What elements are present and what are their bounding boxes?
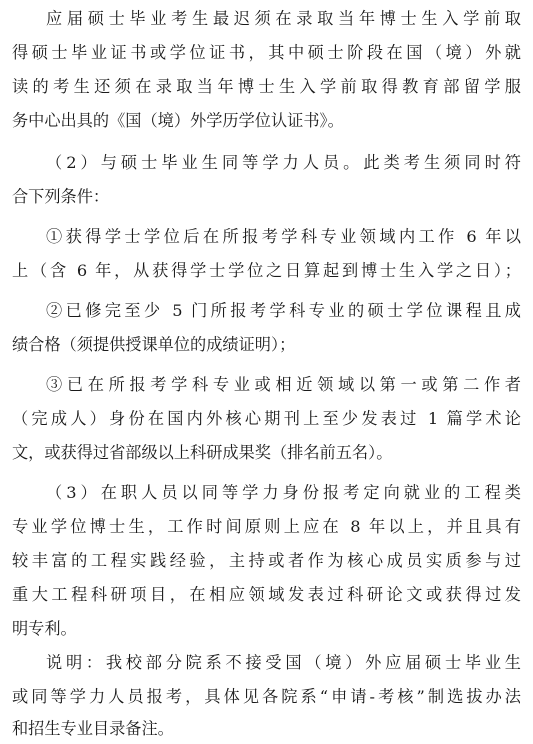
text-line: 读的考生还须在录取当年博士生入学前取得教育部留学服	[12, 77, 521, 96]
text-line: 应届硕士毕业考生最迟须在录取当年博士生入学前取	[46, 9, 521, 28]
text-line: 专业学位博士生，工作时间原则上应在 8 年以上，并且具有	[12, 517, 521, 536]
text-line: 说明：我校部分院系不接受国（境）外应届硕士毕业生	[46, 653, 521, 672]
text-line: （2）与硕士毕业生同等学力人员。此类考生须同时符	[46, 153, 521, 172]
text-line: （完成人）身份在国内外核心期刊上至少发表过 1 篇学术论	[12, 409, 521, 428]
text-line: ②已修完至少 5 门所报考学科专业的硕士学位课程且成	[46, 301, 521, 320]
text-line: 务中心出具的《国（境）外学历学位认证书》。	[12, 111, 344, 130]
text-line: 和招生专业目录备注。	[12, 719, 174, 738]
text-line: 上（含 6 年，从获得学士学位之日算起到博士生入学之日）；	[12, 261, 521, 280]
text-line: 绩合格（须提供授课单位的成绩证明）；	[12, 335, 296, 354]
text-line: ①获得学士学位后在所报考学科专业领域内工作 6 年以	[46, 227, 521, 246]
text-line: 较丰富的工程实践经验，主持或者作为核心成员实质参与过	[12, 551, 521, 570]
text-line: 重大工程科研项目，在相应领域发表过科研论文或获得过发	[12, 585, 521, 604]
text-line: （3）在职人员以同等学力身份报考定向就业的工程类	[46, 483, 521, 502]
text-line: 得硕士毕业证书或学位证书，其中硕士阶段在国（境）外就	[12, 43, 521, 62]
text-line: 文，或获得过省部级以上科研成果奖（排名前五名）。	[12, 443, 393, 462]
text-line: ③已在所报考学科专业或相近领域以第一或第二作者	[46, 375, 521, 394]
text-line: 明专利。	[12, 619, 77, 638]
text-line: 或同等学力人员报考，具体见各院系“申请-考核”制选拔办法	[12, 687, 521, 706]
text-line: 合下列条件：	[12, 187, 110, 206]
